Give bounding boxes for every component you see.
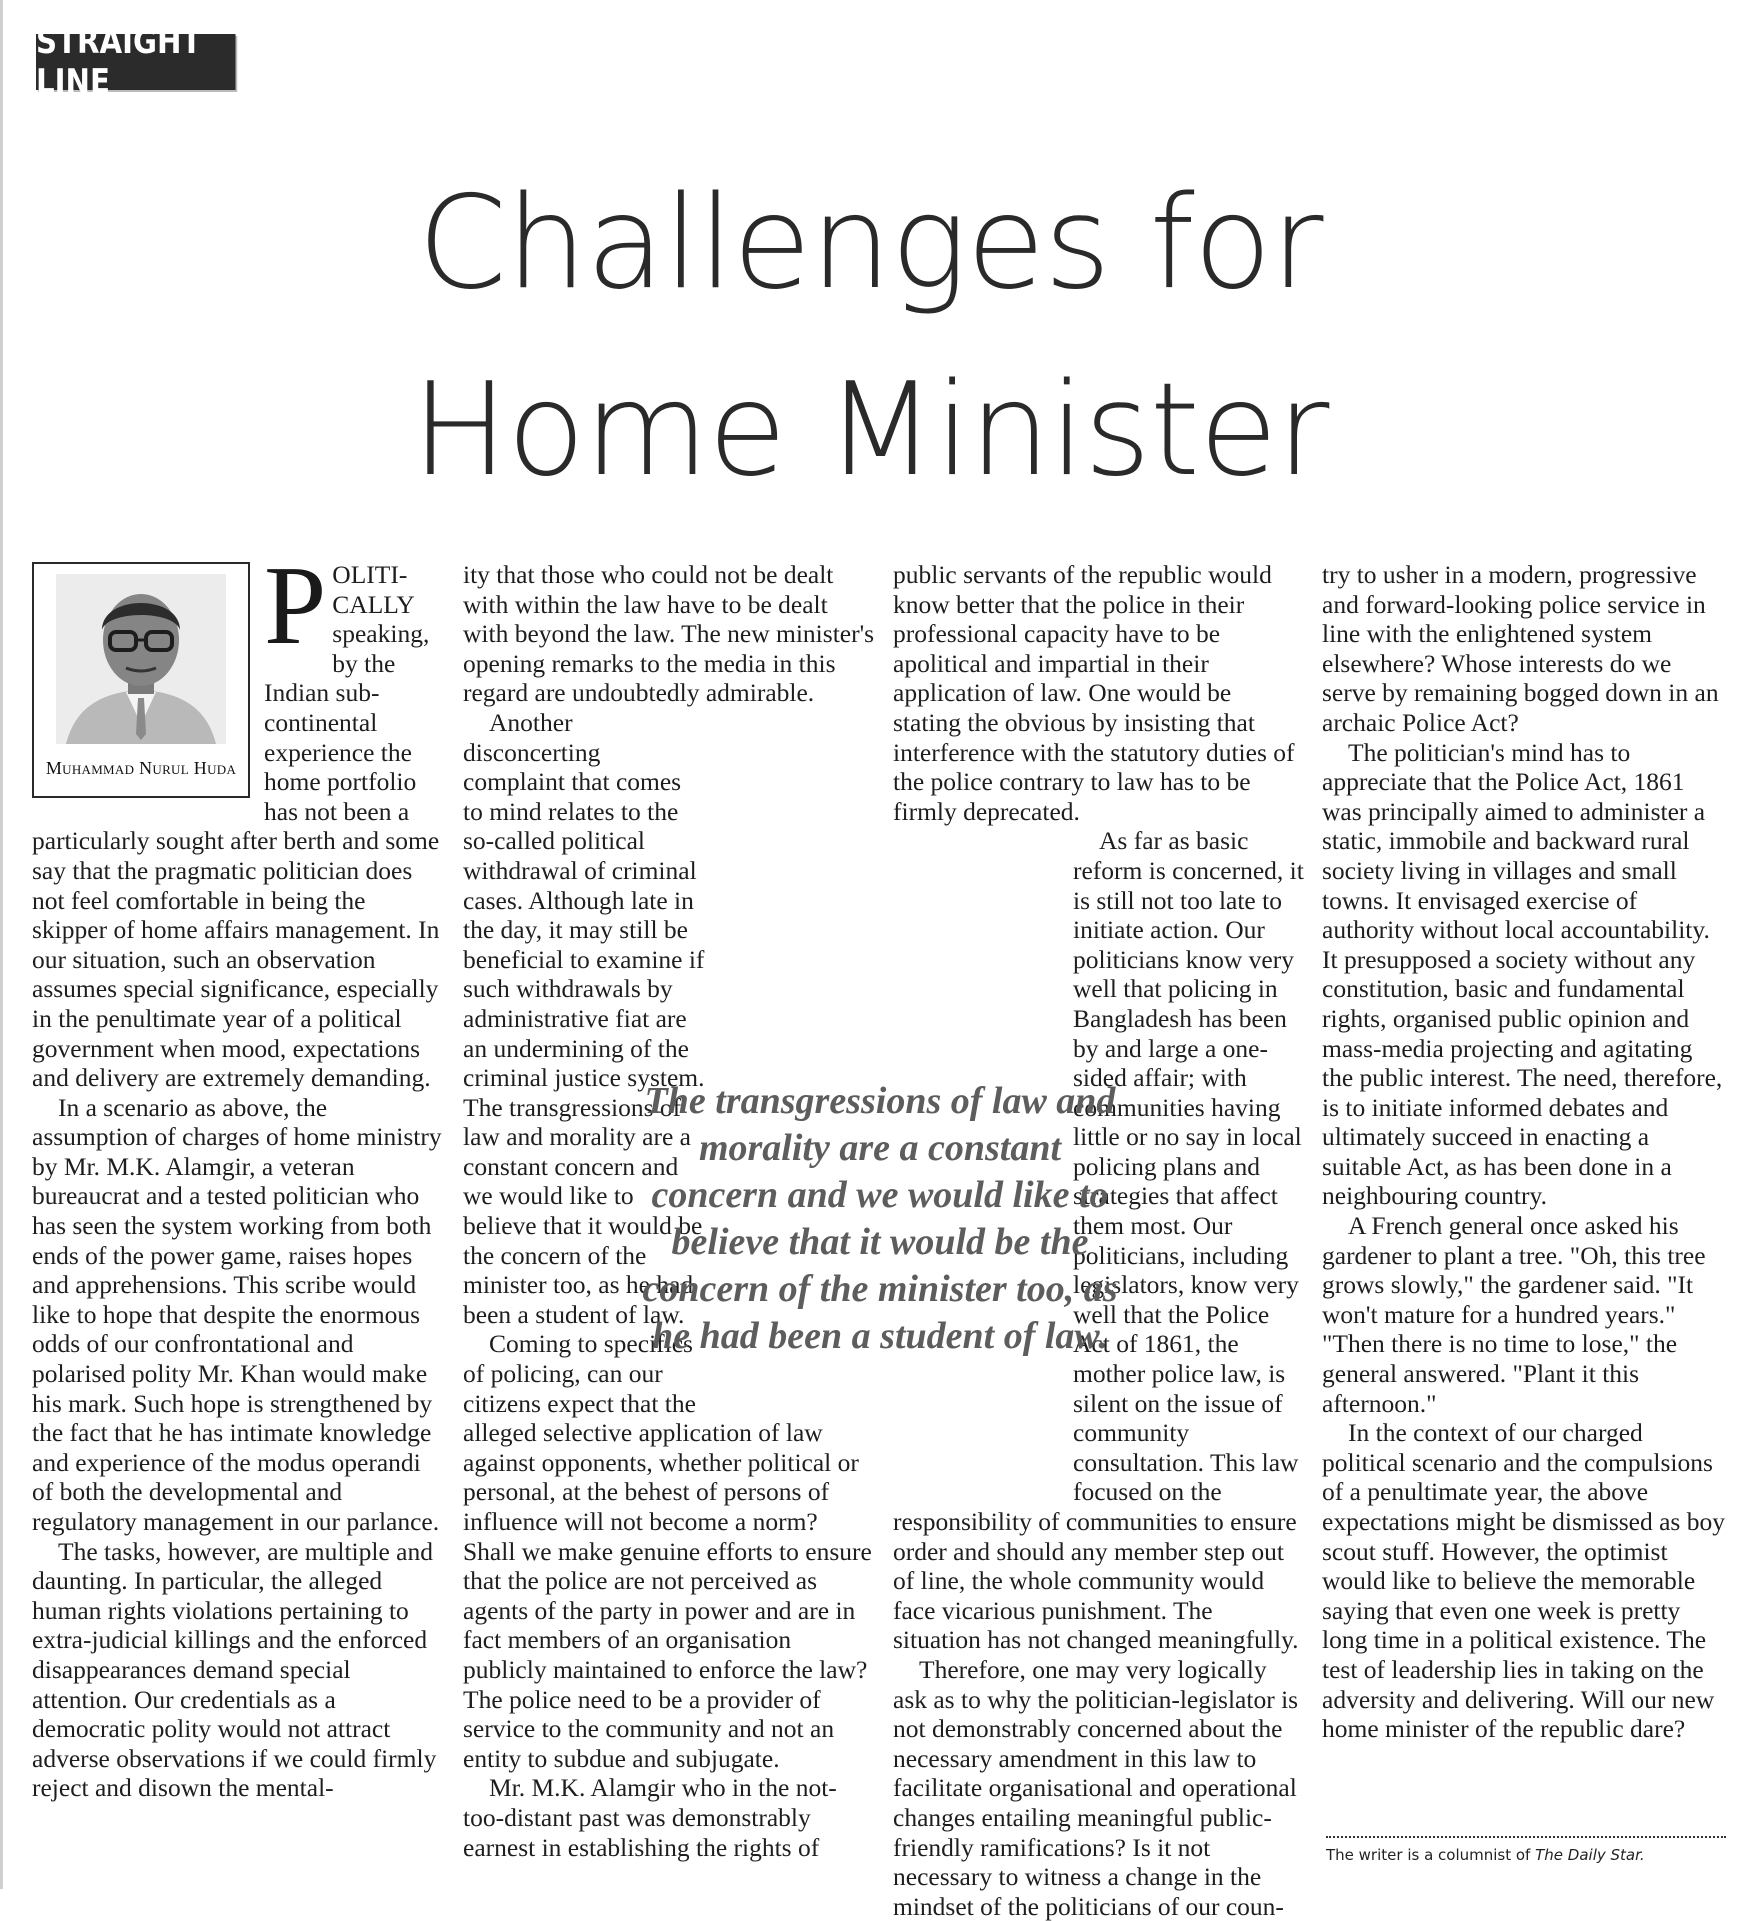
- paragraph-10: A French general once asked his gardener to plant a tree. "Oh, this tree grows slowly," the gardener said. "It won't mature for a hundred years." "Then there is no time to lose," the general answered. "Plant it this afternoon.": [1322, 1211, 1706, 1418]
- paragraph-9: The politician's mind has to appreciate that the Police Act, 1861 was principally aimed to administer a static, immobile and backward rural society living in villages and small towns. It envisaged exercise of authority without local accountability. It presupposed a society without any constitution, basic and fundamental rights, organised public opinion and mass-media projecting and agitating the public interest. The need, therefore, is to initiate informed debates and ultimately succeed in enacting a suitable Act, as has been done in a neighbouring country.: [1322, 737, 1723, 1211]
- credit-prefix: The writer is a columnist of: [1326, 1846, 1531, 1864]
- paragraph-6a: Mr. M.K. Alamgir who in the not-too-distant past was demonstrably earnest in establishing the rights of: [463, 1773, 837, 1862]
- author-byline: Muhammad Nurul Huda: [45, 758, 237, 779]
- column-1: [32, 544, 444, 1803]
- author-portrait-icon: [56, 574, 226, 744]
- credit-publication: The Daily Star.: [1535, 1846, 1645, 1864]
- paragraph-8a: Therefore, one may very logically ask as to why the politician-legislator is not demonstrably concerned about the necessary amendment in this law to facilitate organisational and operational changes entailing meaningful public-friendly ramifications? Is it not necessary to witness a change in the mindset of the politicians of our coun-: [893, 1654, 1299, 1921]
- paragraph-7: As far as basic reform is concerned, it is still not too late to initiate action. Our politicians know very well that policing in Bangladesh has been by and large a one-sided affair; with communities having little or no say in local policing plans and strategies that affect them most. Our politicians, including legislators, know very well that the Police Act of 1861, the mother police law, is silent on the issue of community consultation. This law focused on the responsibility of communities to ensure order and should any member step out of line, the whole community would face vicarious punishment. The situation has not changed meaningfully.: [893, 826, 1304, 1655]
- paragraph-8b: try to usher in a modern, progressive and forward-looking police service in line with the enlightened system elsewhere? Whose interests do we serve by remaining bogged down in an archaic Police Act?: [1322, 560, 1719, 737]
- section-label: STRAIGHT LINE: [36, 34, 236, 90]
- headline: [0, 150, 1740, 524]
- paragraph-4: Another disconcerting complaint that comes to mind relates to the so-called political withdrawal of criminal cases. Although late in the day, it may still be beneficial to examine if such withdrawals by administrative fiat are an undermining of the criminal justice system. The transgressions of law and morality are a constant concern and we would like to believe that it would be the concern of the minister too, as he had been a student of law.: [463, 707, 705, 1329]
- pull-quote: The transgressions of law and morality are a constant concern and we would like to believe that it would be the concern of the minister too, as he had been a student of law.: [642, 1080, 1118, 1357]
- author-photo-box: [32, 562, 250, 798]
- column-4: [1322, 560, 1726, 1744]
- headline-line-2: Home Minister: [411, 356, 1329, 505]
- paragraph-2: In a scenario as above, the assumption of charges of home ministry by Mr. M.K. Alamgir, a veteran bureaucrat and a tested politician who has seen the system working from both ends of the power game, raises hopes and apprehensions. This scribe would like to hope that despite the enormous odds of our confrontational and polarised polity Mr. Khan would make his mark. Such hope is strengthened by the fact that he has intimate knowledge and experience of the modus operandi of both the developmental and regulatory management in our parlance.: [32, 1092, 442, 1536]
- lead-text: OLITI- CALLY speaking, by the Indian sub-continental experience the home portfolio has not been a particularly sought after berth and some say that the pragmatic politician does not feel comfortable in being the skipper of home affairs management. In our situation, such an observation assumes special significance, especially in the penultimate year of a political government when mood, expectations and delivery are extremely demanding.: [32, 560, 440, 1093]
- paragraph-5: Coming to specifics of policing, can our citizens expect that the alleged selective application of law against opponents, whether political or personal, at the behest of persons of influence will not become a norm? Shall we make genuine efforts to ensure that the police are not perceived as agents of the party in power and are in fact members of an organisation publicly maintained to enforce the law? The police need to be a provider of service to the community and not an entity to subdue and subjugate.: [463, 1329, 872, 1773]
- paragraph-3b: ity that those who could not be dealt with within the law have to be dealt with beyond the law. The new minister's opening remarks to the media in this regard are undoubtedly admirable.: [463, 560, 875, 708]
- author-photo: [56, 574, 226, 744]
- paragraph-6b: public servants of the republic would know better that the police in their professional capacity have to be apolitical and impartial in their application of law. One would be stating the obvious by insisting that interference with the statutory duties of the police contrary to law has to be firmly deprecated.: [893, 560, 1295, 826]
- footer-dotted-rule: [1326, 1836, 1726, 1838]
- paragraph-3a: The tasks, however, are multiple and daunting. In particular, the alleged human rights violations pertaining to extra-judicial killings and the enforced disappearances demand special attention. Our credentials as a democratic polity would not attract adverse observations if we could firmly reject and disown the mental-: [32, 1536, 437, 1803]
- writer-credit: [1326, 1846, 1645, 1864]
- paragraph-11: In the context of our charged political scenario and the compulsions of a penultimate year, the above expectations might be dismissed as boy scout stuff. However, the optimist would like to believe the memorable saying that even one week is pretty long time in a political existence. The test of leadership lies in taking on the adversity and delivering. Will our new home minister of the republic dare?: [1322, 1418, 1725, 1744]
- headline-line-1: Challenges for: [417, 169, 1323, 318]
- drop-cap: P: [264, 544, 327, 668]
